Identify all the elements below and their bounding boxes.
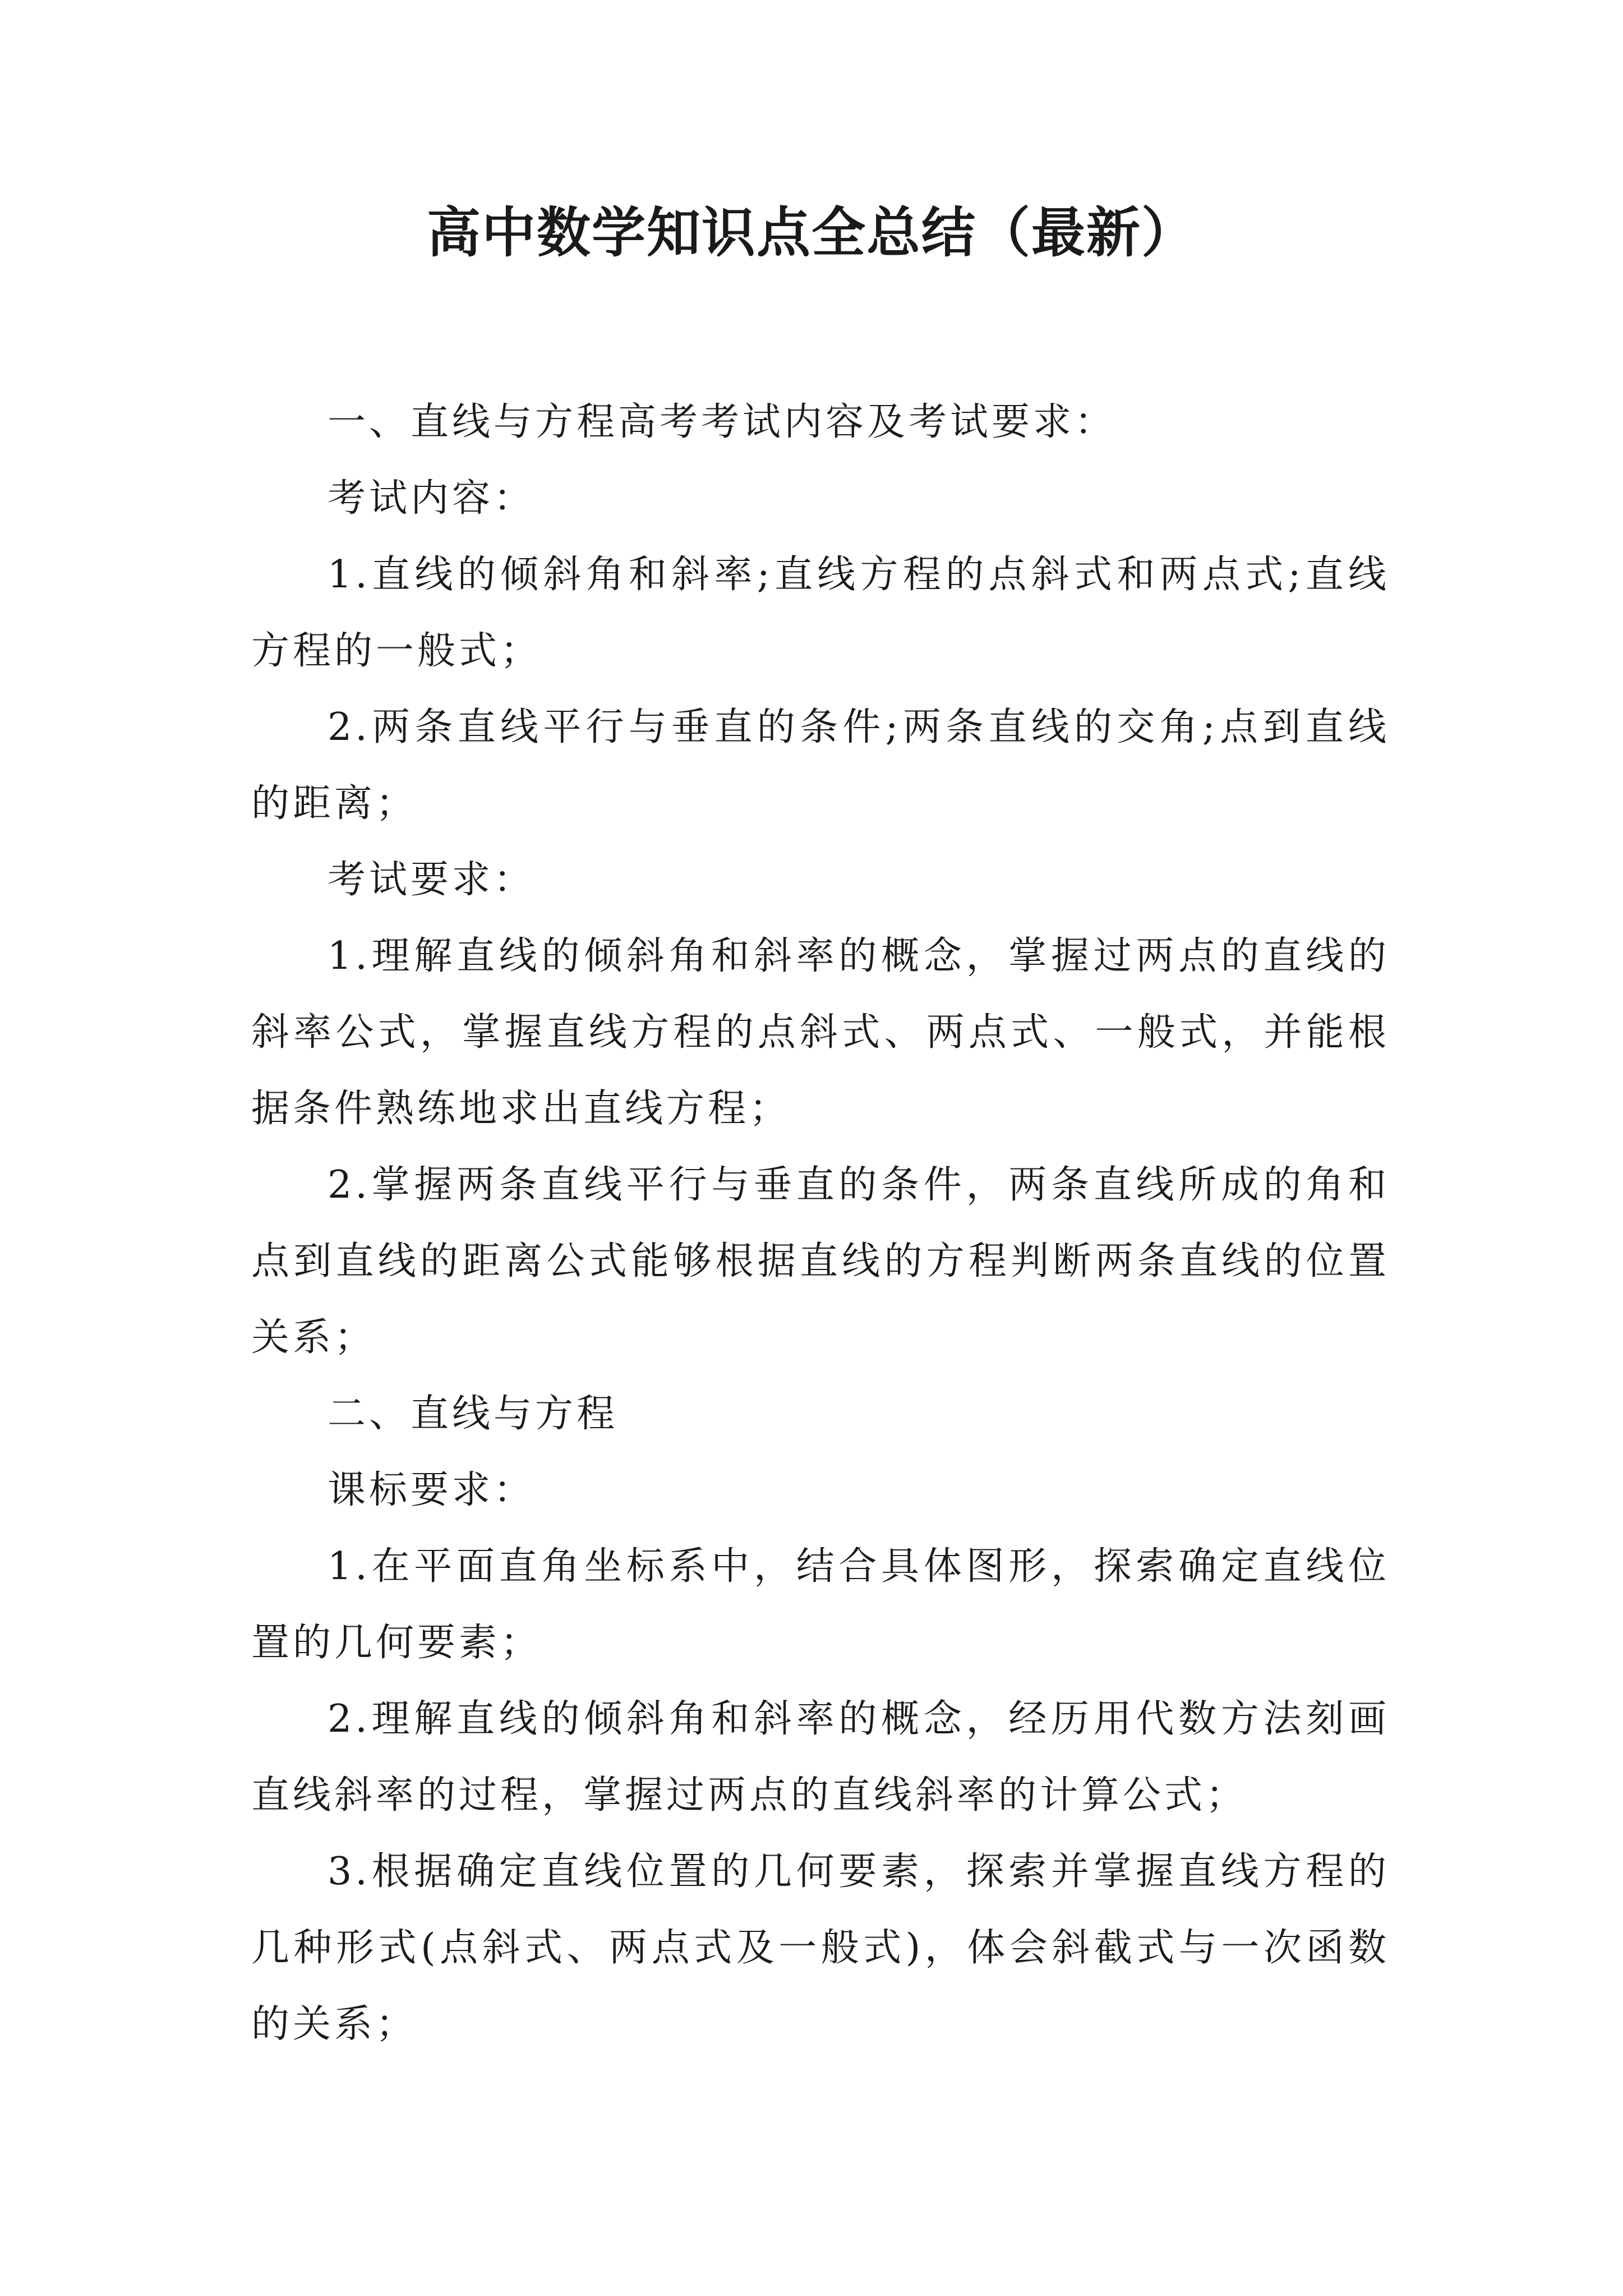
- subheading-curriculum-requirements: 课标要求：: [328, 1468, 536, 1512]
- list-item: 1.在平面直角坐标系中，结合具体图形，探索确定直线位置的几何要素；: [251, 1544, 1390, 1665]
- section-heading-2: 二、直线与方程: [328, 1392, 619, 1436]
- list-item: 3.根据确定直线位置的几何要素，探索并掌握直线方程的几种形式(点斜式、两点式及一般式)，体会斜截式与一次函数的关系；: [251, 1849, 1390, 2046]
- list-item: 2.理解直线的倾斜角和斜率的概念，经历用代数方法刻画直线斜率的过程，掌握过两点的直线斜率的计算公式；: [251, 1697, 1390, 1818]
- document-body: [251, 384, 1390, 2063]
- list-item: 2.掌握两条直线平行与垂直的条件，两条直线所成的角和点到直线的距离公式能够根据直线的方程判断两条直线的位置关系；: [251, 1163, 1390, 1360]
- list-item: 1.直线的倾斜角和斜率;直线方程的点斜式和两点式;直线方程的一般式；: [251, 553, 1390, 673]
- subheading-exam-content: 考试内容：: [328, 476, 536, 521]
- subheading-exam-requirements: 考试要求：: [328, 858, 536, 902]
- section-heading-1: 一、直线与方程高考考试内容及考试要求：: [328, 400, 1117, 444]
- document-title: 高中数学知识点全总结（最新）: [427, 201, 1196, 264]
- list-item: 2.两条直线平行与垂直的条件;两条直线的交角;点到直线的距离；: [251, 705, 1390, 826]
- list-item: 1.理解直线的倾斜角和斜率的概念，掌握过两点的直线的斜率公式，掌握直线方程的点斜式、两点式、一般式，并能根据条件熟练地求出直线方程；: [251, 934, 1390, 1131]
